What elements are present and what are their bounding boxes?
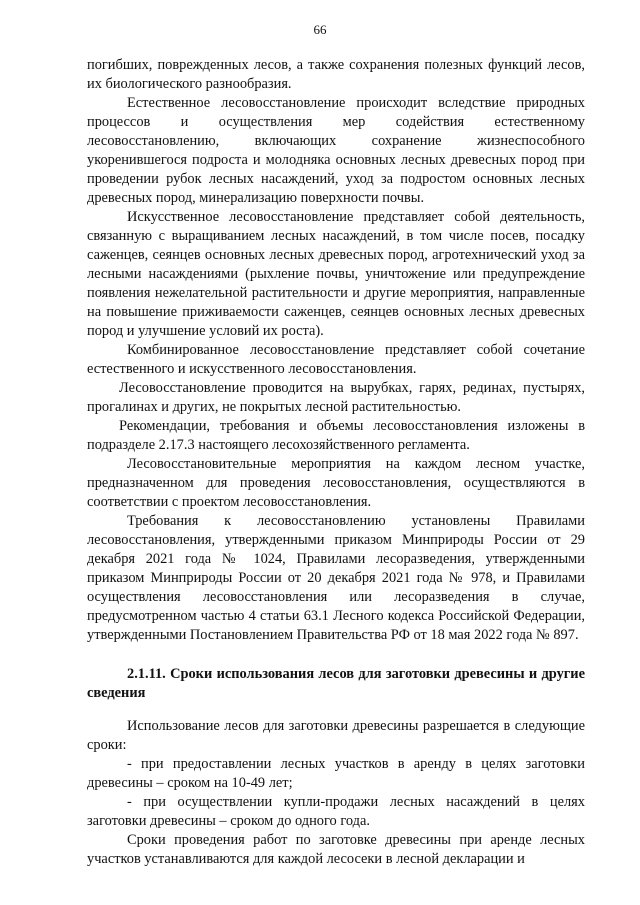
- list-item: - при предоставлении лесных участков в аренду в целях заготовки древесины – сроком на 10-49 лет;: [87, 756, 585, 791]
- paragraph: Лесовосстановительные мероприятия на каждом лесном участке, предназначенном для проведения лесовосстановления, осуществляются в соответствии с проектом лесовосстановления.: [87, 456, 585, 510]
- list-item: - при осуществлении купли-продажи лесных насаждений в целях заготовки древесины – сроком до одного года.: [87, 794, 585, 829]
- paragraph: погибших, поврежденных лесов, а также сохранения полезных функций лесов, их биологического разнообразия.: [87, 57, 585, 92]
- paragraph: Требования к лесовосстановлению установлены Правилами лесовосстановления, утвержденными приказом Минприроды России от 29 декабря 2021 года № 1024, Правилами лесоразведения, утвержденными приказом Минприроды России от 20 декабря 2021 года № 978, и Правилами осуществления лесовосстановления или лесоразведения в случае, предусмотренном частью 4 статьи 63.1 Лесного кодекса Российской Федерации, утвержденными Постановлением Правительства РФ от 18 мая 2022 года № 897.: [87, 513, 585, 643]
- paragraph: Использование лесов для заготовки древесины разрешается в следующие сроки:: [87, 718, 585, 753]
- page-number: 66: [313, 22, 327, 37]
- paragraph: Искусственное лесовосстановление представляет собой деятельность, связанную с выращиванием лесных насаждений, в том числе посев, посадку саженцев, сеянцев основных лесных древесных пород, агротехнический уход за лесными насаждениями (рыхление почвы, уничтожение или предупреждение появления нежелательной растительности и другие мероприятия, направленные на повышение приживаемости саженцев, сеянцев основных лесных древесных пород и улучшение условий их роста).: [87, 209, 585, 339]
- paragraph: Лесовосстановление проводится на вырубках, гарях, рединах, пустырях, прогалинах и других, не покрытых лесной растительностью.: [87, 380, 585, 415]
- page-body: [87, 56, 585, 869]
- paragraph: Рекомендации, требования и объемы лесовосстановления изложены в подразделе 2.17.3 настоящего лесохозяйственного регламента.: [87, 418, 585, 453]
- section-heading: 2.1.11. Сроки использования лесов для заготовки древесины и другие сведения: [87, 666, 585, 701]
- paragraph: Сроки проведения работ по заготовке древесины при аренде лесных участков устанавливаются для каждой лесосеки в лесной декларации и: [87, 832, 585, 867]
- paragraph: Комбинированное лесовосстановление представляет собой сочетание естественного и искусственного лесовосстановления.: [87, 342, 585, 377]
- paragraph: Естественное лесовосстановление происходит вследствие природных процессов и осуществления мер содействия естественному лесовосстановлению, включающих сохранение жизнеспособного укоренившегося подроста и молодняка основных лесных древесных пород при проведении рубок лесных насаждений, уход за подростом основных лесных древесных пород, минерализацию поверхности почвы.: [87, 95, 585, 206]
